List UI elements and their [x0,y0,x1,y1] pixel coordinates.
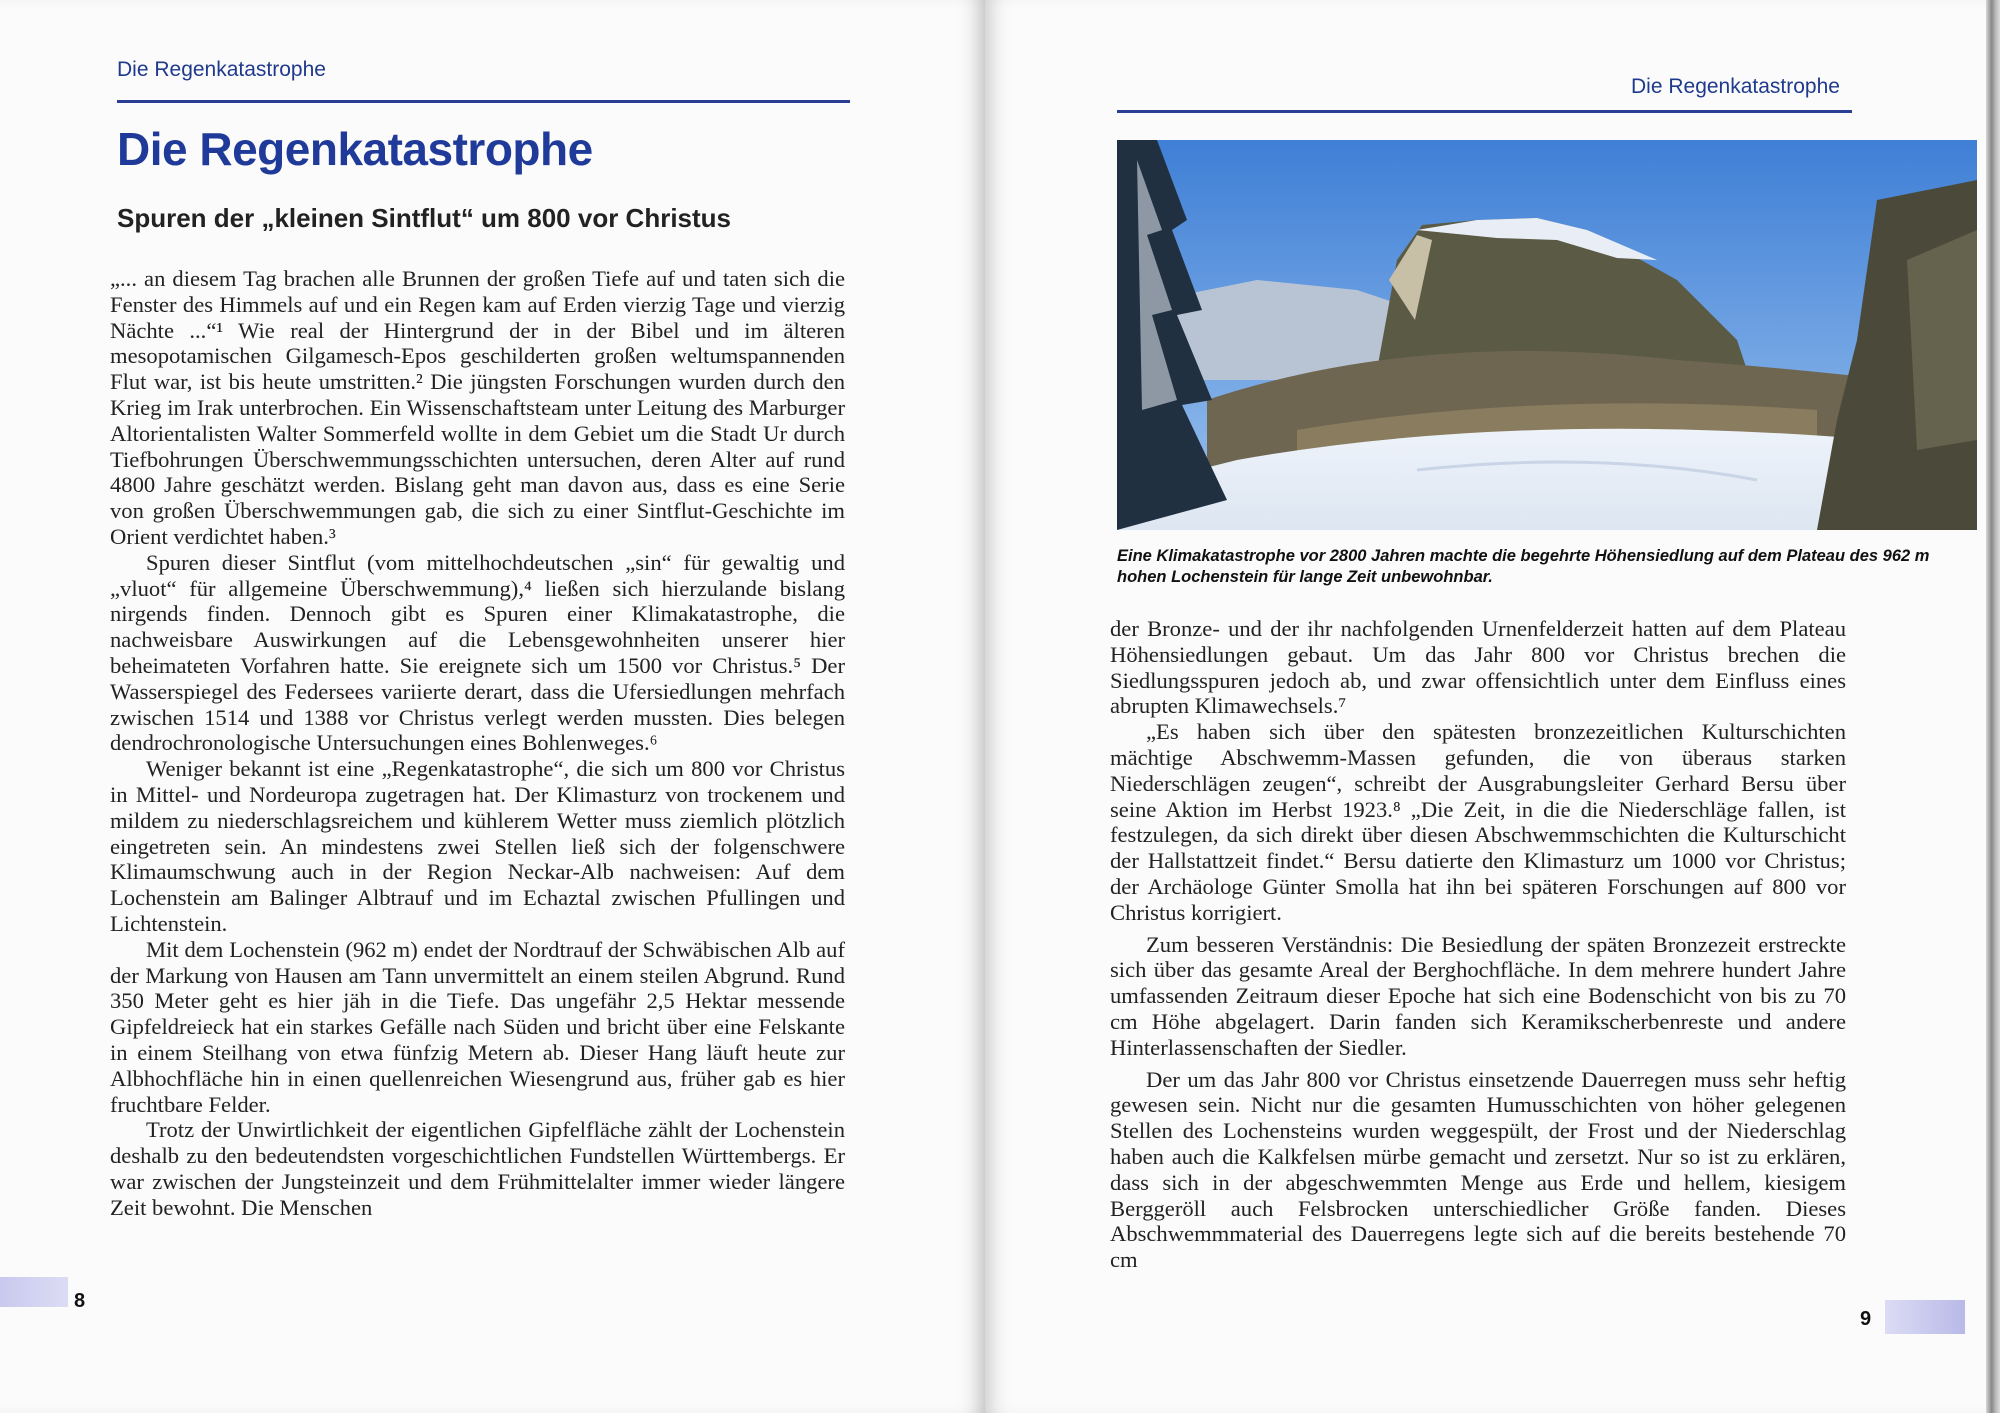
running-head-right: Die Regenkatastrophe [1631,75,1840,98]
paragraph: Weniger bekannt ist eine „Regenkatastrophe“, die sich um 800 vor Christus in Mittel- und Nordeuropa zugetragen hat. Der Klimasturz von trockenem und mildem zu niederschlagsreichem und kühlerem Wetter muss ziemlich plötzlich eingetreten sein. An mindestens zwei Stellen ließ sich der folgenschwere Klimaumschwung auch in der Region Neckar-Alb nachweisen: Auf dem Lochenstein am Balinger Albtrauf und im Echaztal zwischen Pfullingen und Lichtenstein. [110,756,845,936]
right-body-text [1110,616,1846,1273]
page-number-right: 9 [1860,1308,1872,1330]
running-head-left: Die Regenkatastrophe [117,58,326,81]
photo-caption: Eine Klimakatastrophe vor 2800 Jahren machte die begehrte Höhensiedlung auf dem Plateau des 962 m hohen Lochenstein für lange Zeit unbewohnbar. [1117,547,1930,586]
paragraph: Trotz der Unwirtlichkeit der eigentlichen Gipfelfläche zählt der Lochenstein deshalb zu den bedeutendsten vorgeschichtlichen Fundstellen Württembergs. Er war zwischen der Jungsteinzeit und dem Frühmittelalter immer wieder längere Zeit bewohnt. Die Menschen [110,1117,845,1220]
header-rule-right [1117,110,1852,113]
page-edge [1986,0,2000,1413]
left-body-text [110,266,845,1220]
page-subtitle: Spuren der „kleinen Sintflut“ um 800 vor Christus [117,203,732,233]
photo-illustration [1117,140,1977,530]
paragraph: „Es haben sich über den spätesten bronzezeitlichen Kulturschichten mächtige Abschwemm-Massen gefunden, die von überaus starken Niederschlägen zeugen“, schreibt der Ausgrabungsleiter Gerhard Bersu über seine Aktion im Herbst 1923.⁸ „Die Zeit, in die die Niederschläge fallen, ist festzulegen, da sich direkt über diesen Abschwemmschichten die Kulturschicht der Hallstattzeit findet.“ Bersu datierte den Klimasturz um 1000 vor Christus; der Archäologe Günter Smolla hat ihn bei späteren Forschungen auf 800 vor Christus korrigiert. [1110,719,1846,925]
page-number-left: 8 [74,1290,86,1312]
page-title: Die Regenkatastrophe [117,123,593,175]
header-rule-left [117,100,850,103]
snowy-mountain-photo [1117,140,1977,530]
page-tab-left [0,1277,68,1307]
paragraph: der Bronze- und der ihr nachfolgenden Urnenfelderzeit hatten auf dem Plateau Höhensiedlungen gebaut. Um das Jahr 800 vor Christus brechen die Siedlungsspuren jedoch ab, und zwar offensichtlich unter dem Einfluss eines abrupten Klimawechsels.⁷ [1110,616,1846,719]
paragraph: „... an diesem Tag brachen alle Brunnen der großen Tiefe auf und taten sich die Fenster des Himmels auf und ein Regen kam auf Erden vierzig Tage und vierzig Nächte ...“¹ Wie real der Hintergrund der in der Bibel und im älteren mesopotamischen Gilgamesch-Epos geschilderten großen weltumspannenden Flut war, ist bis heute umstritten.² Die jüngsten Forschungen wurden durch den Krieg im Irak unterbrochen. Ein Wissenschaftsteam unter Leitung des Marburger Altorientalisten Walter Sommerfeld wollte in dem Gebiet um die Stadt Ur durch Tiefbohrungen Überschwemmungsschichten untersuchen, deren Alter auf rund 4800 Jahre geschätzt werden. Bislang geht man davon aus, dass es eine Serie von großen Überschwemmungen gab, die sich zu einer Sintflut-Geschichte im Orient verdichtet haben.³ [110,266,845,549]
paragraph: Spuren dieser Sintflut (vom mittelhochdeutschen „sin“ für gewaltig und „vluot“ für allgemeine Überschwemmung),⁴ ließen sich hierzulande bislang nirgends finden. Dennoch gibt es Spuren einer Klimakatastrophe, die nachweisbare Auswirkungen auf die Lebensgewohnheiten unserer hier beheimateten Vorfahren hatte. Sie ereignete sich um 1500 vor Christus.⁵ Der Wasserspiegel des Federsees variierte derart, dass die Ufersiedlungen mehrfach zwischen 1514 und 1388 vor Christus verlegt werden mussten. Dies belegen dendrochronologische Untersuchungen eines Bohlenweges.⁶ [110,549,845,756]
left-page [0,0,985,1413]
paragraph: Der um das Jahr 800 vor Christus einsetzende Dauerregen muss sehr heftig gewesen sein. Nicht nur die gesamten Humusschichten von höher gelegenen Stellen des Lochensteins wurden weggespült, der Frost und der Niederschlag haben auch die Kalkfelsen mürbe gemacht und zersetzt. Nur so ist zu erklären, dass sich in der abgeschwemmten Menge aus Erde und hellem, kiesigem Berggeröll auch Felsbrocken unterschiedlicher Größe fanden. Dieses Abschwemmmaterial des Dauerregens legte sich auf die bereits bestehende 70 cm [1110,1066,1846,1273]
paragraph: Zum besseren Verständnis: Die Besiedlung der späten Bronzezeit erstreckte sich über das gesamte Areal der Berghochfläche. In dem mehrere hundert Jahre umfassenden Zeitraum dieser Epoche hat sich eine Bodenschicht von bis zu 70 cm Höhe abgelagert. Darin fanden sich Keramikscherbenreste und andere Hinterlassenschaften der Siedler. [1110,931,1846,1060]
paragraph: Mit dem Lochenstein (962 m) endet der Nordtrauf der Schwäbischen Alb auf der Markung von Hausen am Tann unvermittelt an einem steilen Abgrund. Rund 350 Meter geht es hier jäh in die Tiefe. Das ungefähr 2,5 Hektar messende Gipfeldreieck hat ein starkes Gefälle nach Süden und bricht über eine Felskante in einem Steilhang von etwa fünfzig Metern ab. Dieser Hang läuft heute zur Albhochfläche hin in einen quellenreichen Wiesengrund aus, früher gab es hier fruchtbare Felder. [110,936,845,1117]
page-tab-right [1885,1300,1965,1334]
